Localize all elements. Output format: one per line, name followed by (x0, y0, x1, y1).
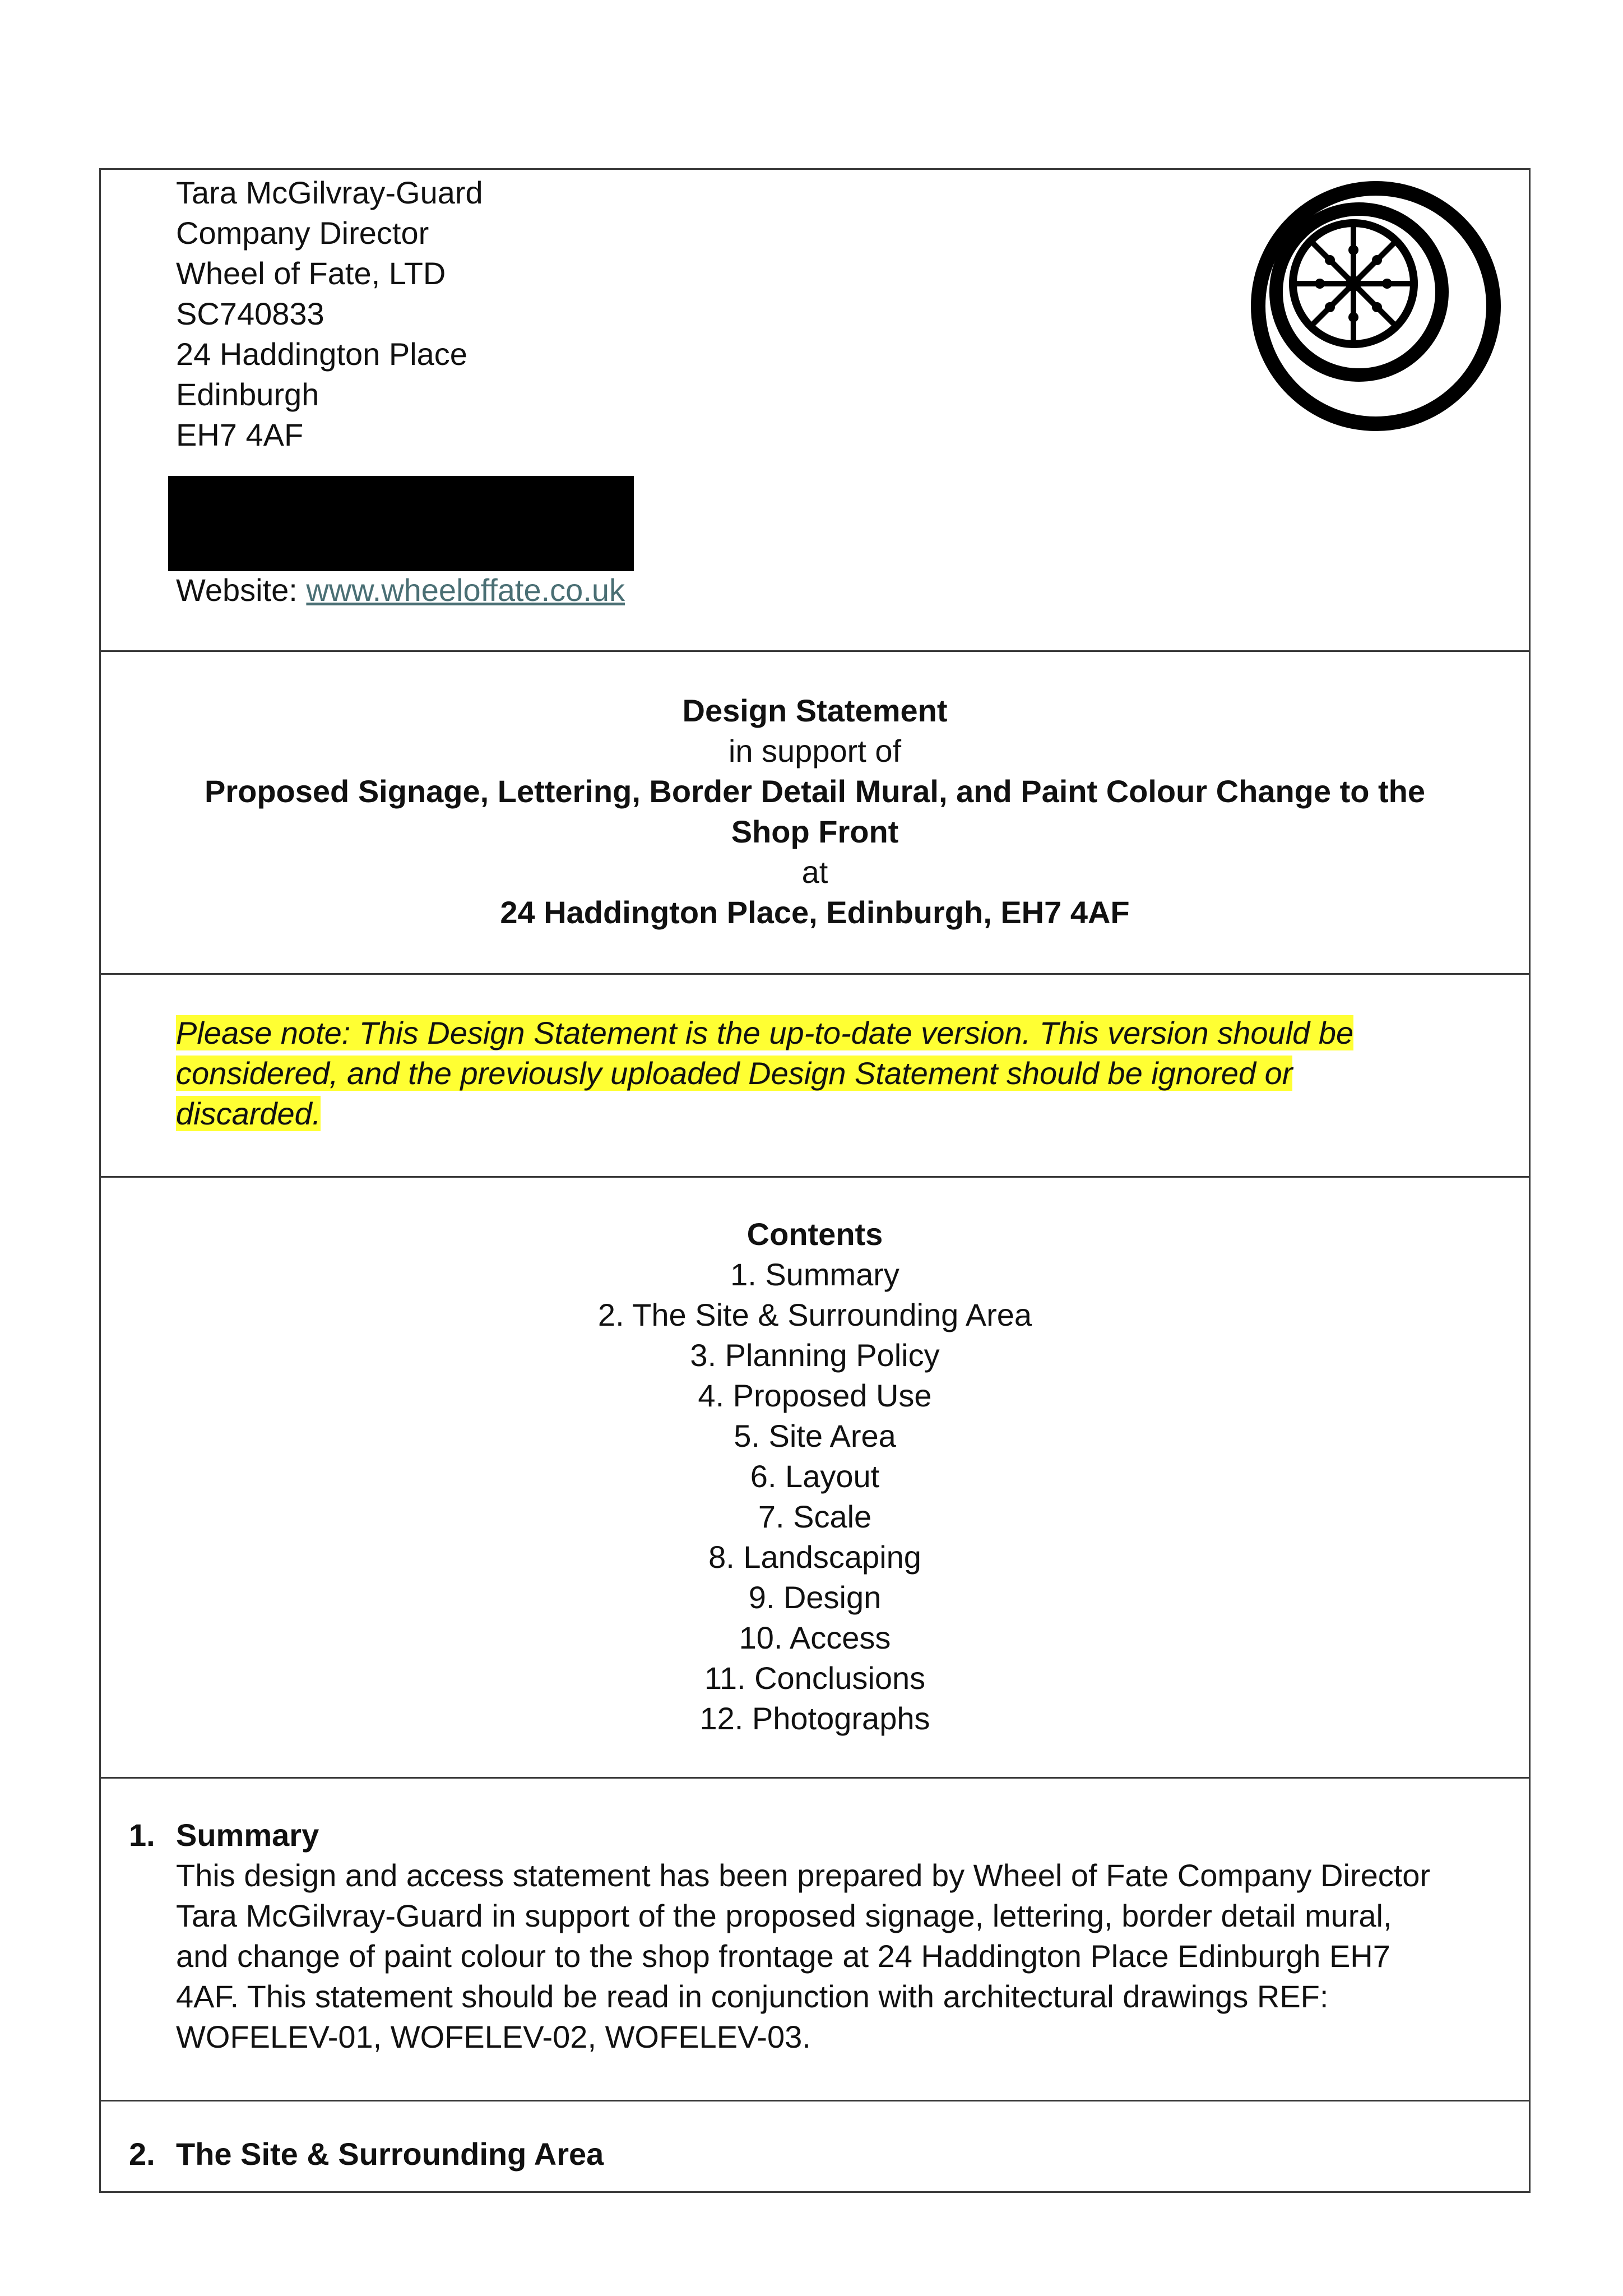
summary-line: Tara McGilvray-Guard in support of the proposed signage, lettering, border detail mural, (176, 1898, 1392, 1933)
section-number: 2. (129, 2136, 155, 2172)
section-heading: The Site & Surrounding Area (176, 2136, 604, 2172)
contents-item: 3. Planning Policy (690, 1337, 940, 1373)
site-cell (101, 2101, 1529, 2195)
title-line: Shop Front (731, 814, 899, 849)
contents-heading: Contents (746, 1216, 883, 1252)
contents-item: 4. Proposed Use (698, 1378, 932, 1413)
address-line: Company Director (176, 215, 429, 251)
document-frame (99, 168, 1531, 2193)
highlighted-note (176, 1013, 1409, 1134)
summary-line: 4AF. This statement should be read in conjunction with architectural drawings REF: (176, 1979, 1329, 2014)
title-line: 24 Haddington Place, Edinburgh, EH7 4AF (500, 895, 1130, 930)
contents-item: 7. Scale (758, 1499, 872, 1534)
note-line: considered, and the previously uploaded Design Statement should be ignored or (176, 1056, 1293, 1091)
address-line: Edinburgh (176, 377, 319, 412)
contents-item: 9. Design (748, 1580, 882, 1615)
summary-body (176, 1815, 1476, 2057)
contents-item: 8. Landscaping (708, 1539, 921, 1575)
contents-cell (101, 1178, 1529, 1779)
website-link[interactable]: www.wheeloffate.co.uk (306, 572, 625, 608)
section-heading: Summary (176, 1817, 319, 1853)
header-cell (101, 170, 1529, 652)
contents-item: 1. Summary (730, 1257, 899, 1292)
contents-item: 5. Site Area (734, 1418, 896, 1453)
contents-item: 11. Conclusions (704, 1660, 926, 1696)
title-block (101, 691, 1529, 933)
contents-item: 6. Layout (750, 1459, 880, 1494)
address-block (176, 173, 483, 455)
summary-cell (101, 1779, 1529, 2101)
website-label: Website: (176, 572, 307, 608)
address-line: SC740833 (176, 296, 324, 331)
title-line: in support of (728, 733, 902, 769)
address-line: 24 Haddington Place (176, 336, 467, 372)
contents-item: 10. Access (739, 1620, 891, 1655)
address-line: EH7 4AF (176, 417, 304, 452)
title-line: Proposed Signage, Lettering, Border Detail Mural, and Paint Colour Change to the (205, 774, 1425, 809)
note-cell (101, 975, 1529, 1178)
summary-line: WOFELEV-01, WOFELEV-02, WOFELEV-03. (176, 2019, 811, 2054)
summary-line: This design and access statement has been prepared by Wheel of Fate Company Director (176, 1858, 1431, 1893)
redacted-block (168, 476, 634, 571)
address-line: Tara McGilvray-Guard (176, 175, 483, 210)
document-title: Design Statement (682, 693, 948, 728)
website-line (176, 570, 625, 610)
wheel-of-fate-logo-icon (1247, 177, 1505, 435)
section-number: 1. (129, 1817, 155, 1853)
title-cell (101, 652, 1529, 975)
address-line: Wheel of Fate, LTD (176, 256, 446, 291)
contents-item: 2. The Site & Surrounding Area (597, 1297, 1032, 1332)
contents-list (101, 1214, 1529, 1739)
note-line: discarded. (176, 1096, 321, 1131)
contents-item: 12. Photographs (699, 1701, 930, 1736)
note-line: Please note: This Design Statement is the up-to-date version. This version should be (176, 1015, 1354, 1050)
summary-line: and change of paint colour to the shop frontage at 24 Haddington Place Edinburgh EH7 (176, 1938, 1390, 1974)
title-line: at (801, 854, 828, 890)
